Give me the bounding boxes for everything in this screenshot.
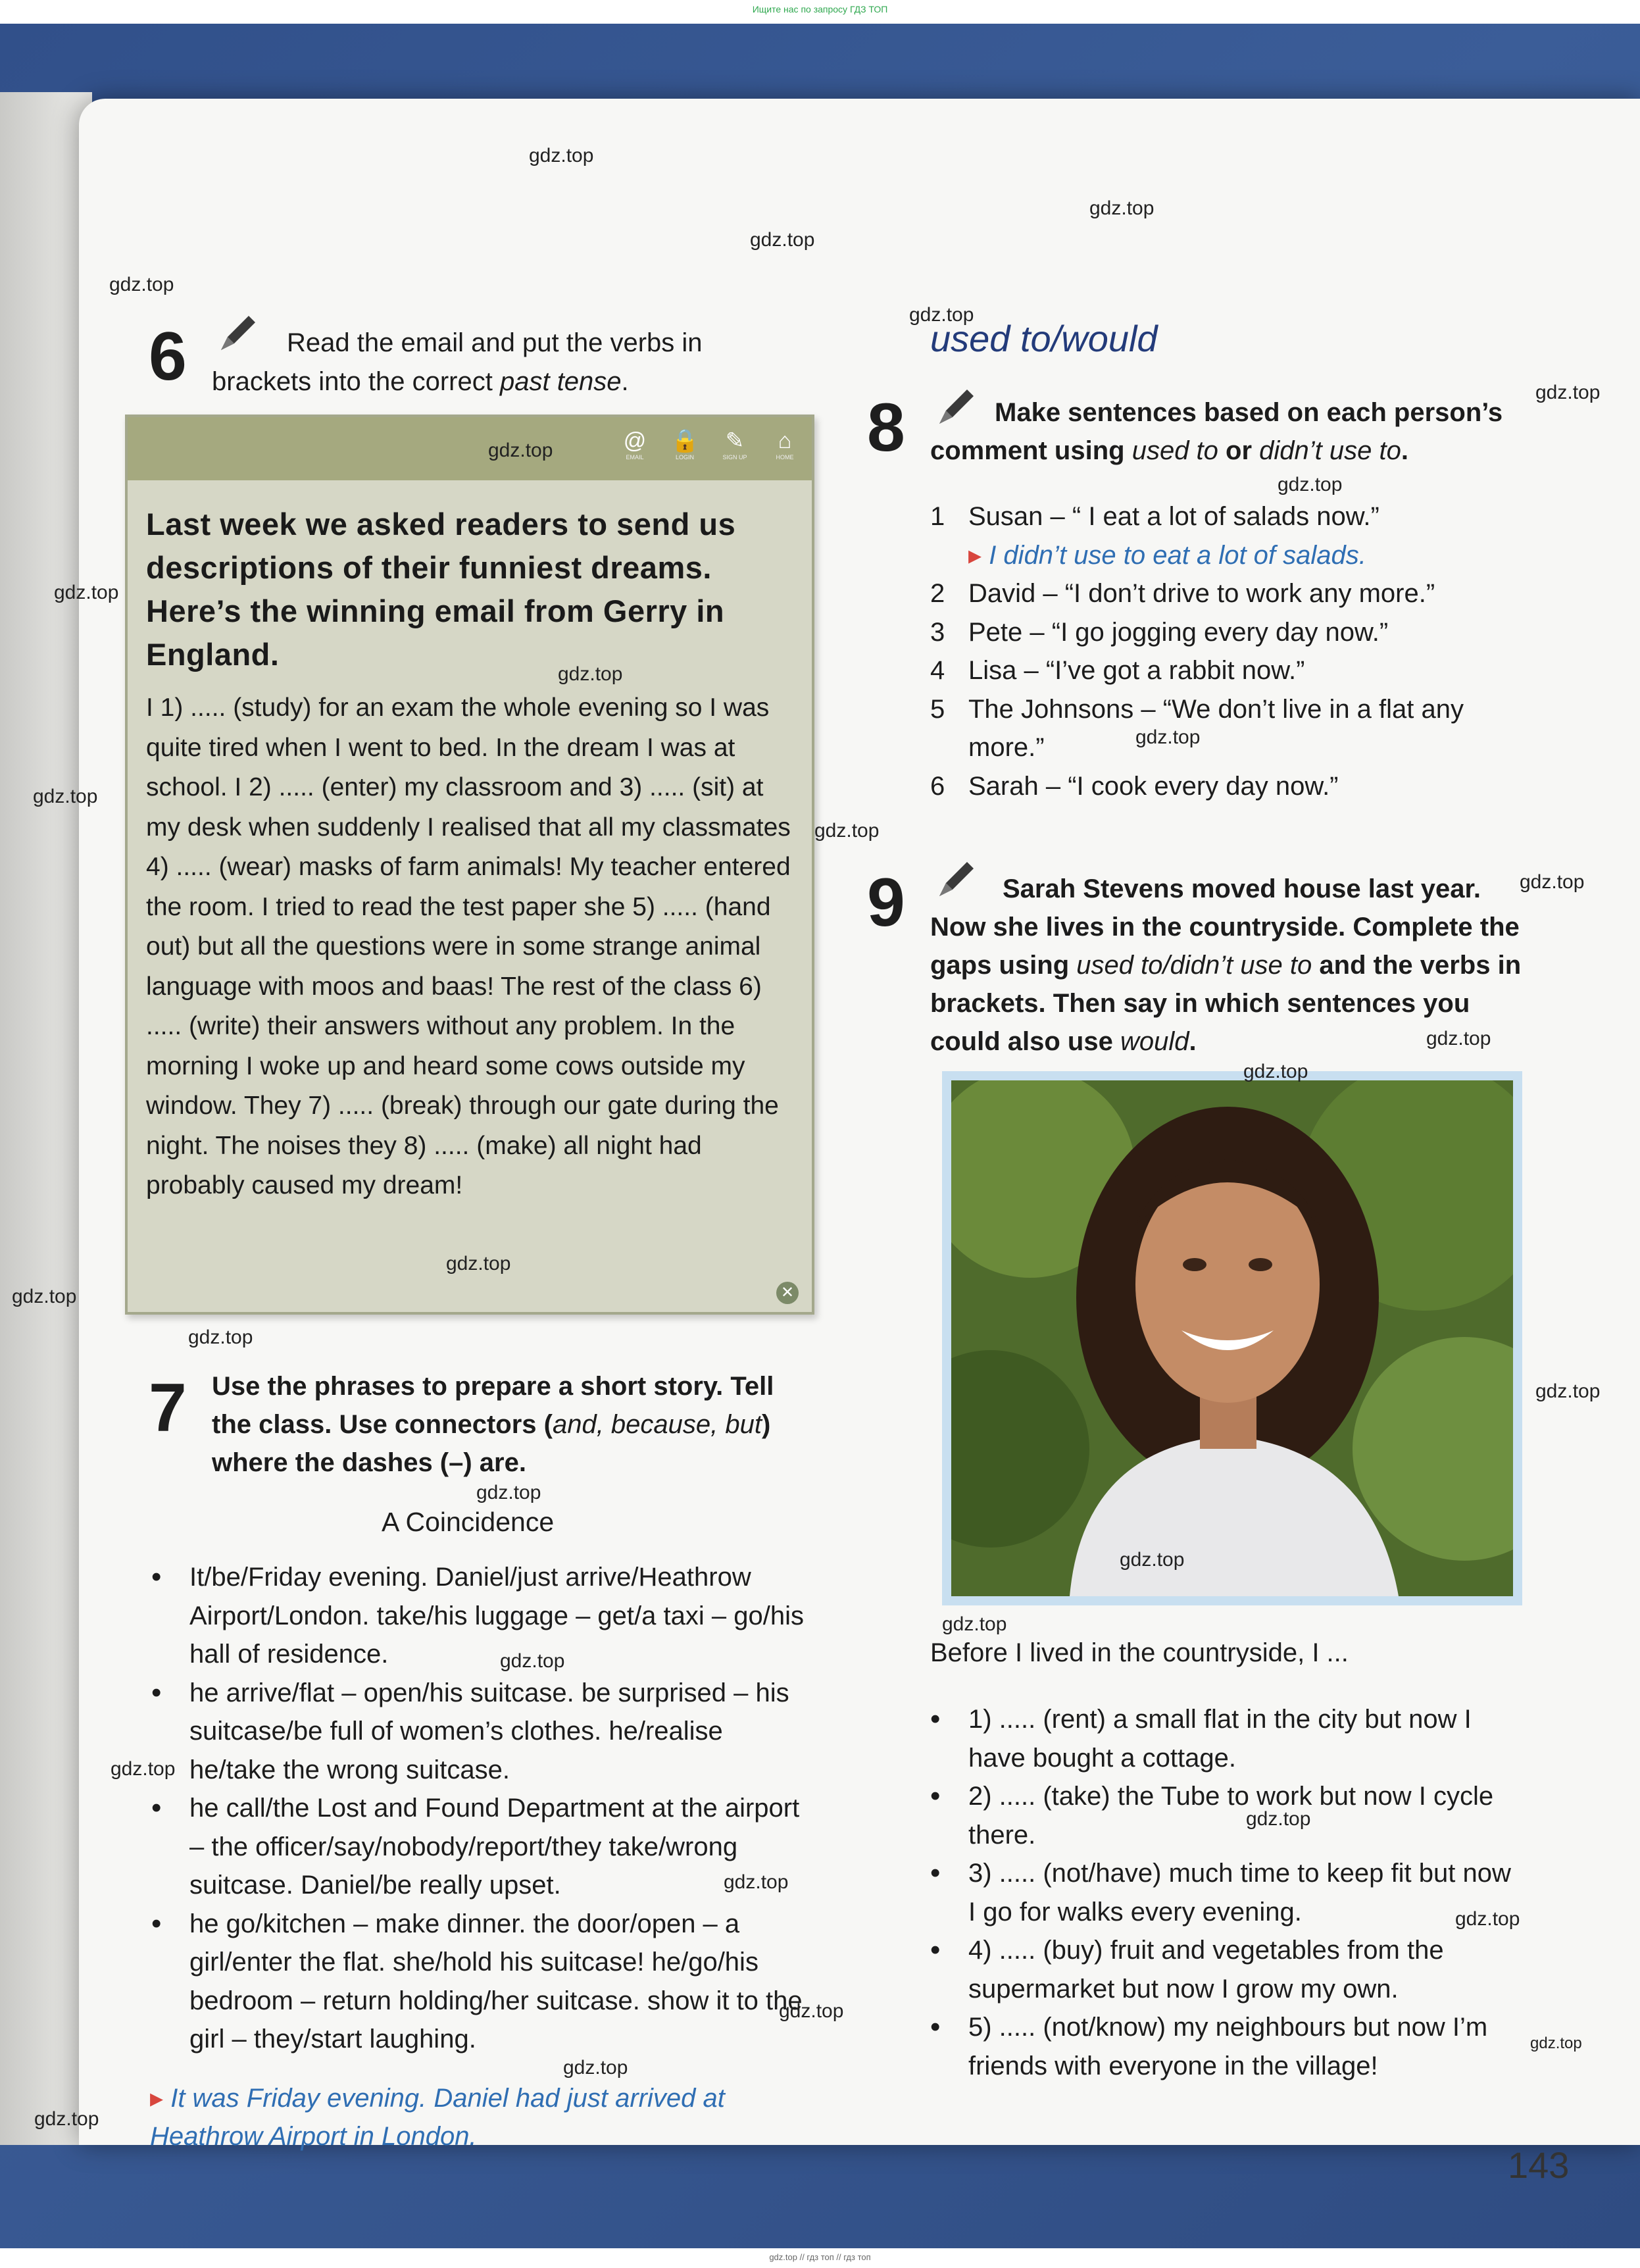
scan-bottom-note: gdz.top // гдз топ // гдз топ — [769, 2252, 871, 2262]
exercise-7-number: 7 — [149, 1370, 187, 1446]
exercise-7-instruction: Use the phrases to prepare a short story. Tell the class. Use connectors (and, because, but) where the dashes (–) are. — [212, 1372, 774, 1477]
watermark: gdz.top — [1243, 1061, 1308, 1082]
watermark: gdz.top — [446, 1253, 511, 1274]
list-item: 3 Pete – “I go jogging every day now.” — [930, 617, 1389, 647]
exercise-8-example: ▸ I didn’t use to eat a lot of salads. — [968, 540, 1366, 570]
list-item: • 2) ..... (take) the Tube to work but now I cycle there. — [930, 1780, 1494, 1850]
watermark: gdz.top — [1246, 1808, 1311, 1830]
watermark: gdz.top — [1135, 726, 1201, 748]
photo-smiling-woman — [942, 1071, 1522, 1605]
watermark: gdz.top — [33, 786, 98, 807]
watermark: gdz.top — [500, 1650, 565, 1672]
watermark: gdz.top — [909, 304, 974, 326]
close-icon[interactable]: ✕ — [776, 1282, 799, 1304]
watermark: gdz.top — [1426, 1028, 1491, 1049]
watermark: gdz.top — [111, 1758, 176, 1780]
list-item: 4 Lisa – “I’ve got a rabbit now.” — [930, 656, 1305, 685]
watermark: gdz.top — [1455, 1908, 1520, 1930]
watermark: gdz.top — [814, 820, 880, 842]
list-item: • he arrive/flat – open/his suitcase. be surprised – his suitcase/be full of women’s clothes. he/realise he/take the wrong suitcase. — [151, 1676, 789, 1784]
pencil-icon — [933, 384, 979, 430]
list-item: • he call/the Lost and Found Department at the airport – the officer/say/nobody/report/they take/wrong suitcase. Daniel/be really upset. — [151, 1792, 800, 1900]
list-item: • he go/kitchen – make dinner. the door/open – a girl/enter the flat. she/hold his suitcase! he/go/his bedroom – return holding/her suitcase. show it to the girl – they/start laughing. — [151, 1907, 803, 2054]
watermark: gdz.top — [1120, 1549, 1185, 1571]
watermark: gdz.top — [12, 1286, 77, 1307]
list-item: 1 Susan – “ I eat a lot of salads now.” — [930, 502, 1379, 531]
watermark: gdz.top — [942, 1613, 1007, 1635]
section-title: used to/would — [930, 318, 1158, 359]
portrait-illustration — [951, 1080, 1513, 1596]
scan-header — [0, 0, 1640, 24]
watermark: gdz.top — [558, 663, 623, 685]
list-item: • 5) ..... (not/know) my neighbours but now I’m friends with everyone in the village! — [930, 2011, 1488, 2080]
home-icon[interactable]: ⌂ HOME — [776, 428, 794, 461]
scan-top-note: Ищите нас по запросу ГДЗ ТОП — [752, 4, 888, 14]
watermark: gdz.top — [488, 440, 553, 461]
watermark: gdz.top — [54, 582, 119, 603]
email-card — [125, 415, 814, 1315]
exercise-6-instruction-line1: Read the email and put the verbs in — [287, 328, 703, 357]
list-item: 6 Sarah – “I cook every day now.” — [930, 771, 1339, 801]
watermark: gdz.top — [563, 2057, 628, 2079]
exercise-8-list — [930, 497, 1522, 805]
story-title: A Coincidence — [382, 1507, 555, 1537]
watermark: gdz.top — [188, 1326, 253, 1348]
email-icon[interactable]: @ EMAIL — [623, 428, 647, 461]
page-fold-shadow — [0, 92, 92, 2145]
exercise-9-instruction: Sarah Stevens moved house last year. Now she lives in the countryside. Complete the gaps using used to/didn’t use to and the verbs in brackets. Then say in which sentences you could also use would. — [930, 874, 1522, 1056]
list-item: 5 The Johnsons – “We don’t live in a flat any more.” — [930, 694, 1464, 762]
list-item: • It/be/Friday evening. Daniel/just arrive/Heathrow Airport/London. take/his luggage – get/a taxi – go/his hall of residence. — [151, 1561, 804, 1669]
watermark: gdz.top — [1278, 474, 1343, 495]
exercise-8-instruction-line2: comment using used to or didn’t use to. — [930, 436, 1408, 465]
exercise-8-instruction-line1: Make sentences based on each person’s — [995, 398, 1503, 427]
email-toolbar-icons — [621, 428, 799, 461]
exercise-7-bullets — [151, 1558, 809, 2059]
list-item: 2 David – “I don’t drive to work any more.” — [930, 579, 1435, 608]
watermark: gdz.top — [779, 2000, 844, 2022]
watermark: gdz.top — [109, 274, 174, 295]
exercise-7-example: ▸ It was Friday evening. Daniel had just arrived at Heathrow Airport in London. — [150, 2084, 725, 2151]
pencil-icon — [214, 311, 261, 357]
lock-icon[interactable]: 🔒 LOGIN — [671, 428, 699, 461]
email-content — [146, 503, 797, 1206]
exercise-9-number: 9 — [867, 865, 905, 941]
exercise-8-number: 8 — [867, 390, 905, 466]
watermark: gdz.top — [1535, 1380, 1601, 1402]
watermark: gdz.top — [34, 2108, 99, 2130]
watermark: gdz.top — [724, 1871, 789, 1893]
watermark: gdz.top — [529, 145, 594, 166]
page-number: 143 — [1508, 2144, 1570, 2186]
email-heading: Last week we asked readers to send us descriptions of their funniest dreams. Here’s the winning email from Gerry in England. — [146, 507, 736, 672]
watermark: gdz.top — [1530, 2034, 1582, 2052]
watermark: gdz.top — [750, 229, 815, 251]
list-item: • 4) ..... (buy) fruit and vegetables from the supermarket but now I grow my own. — [930, 1934, 1444, 2003]
scan-footer — [0, 2248, 1640, 2268]
exercise-6-instruction-line2: brackets into the correct past tense. — [212, 367, 629, 396]
watermark: gdz.top — [1535, 382, 1601, 403]
pencil-signup-icon[interactable]: ✎ SIGN UP — [722, 428, 747, 461]
list-item: • 1) ..... (rent) a small flat in the city but now I have bought a cottage. — [930, 1703, 1472, 1773]
list-item: • 3) ..... (not/have) much time to keep fit but now I go for walks every evening. — [930, 1857, 1511, 1927]
watermark: gdz.top — [1089, 197, 1155, 219]
watermark: gdz.top — [1520, 871, 1585, 893]
email-text: I 1) ..... (study) for an exam the whole evening so I was quite tired when I went to bed. In the dream I was at school. I 2) ..... (enter) my classroom and 3) ..... (sit) at my desk when suddenly I realised that all my classmates 4) ..... (wear) masks of farm animals! My teacher entered the room. I tried to read the test paper she 5) ..... (hand out) but all the questions were in some strange animal language with moos and baas! The rest of the class 6) ..... (write) their answers without any problem. In the morning I woke up and heard some cows outside my window. They 7) ..... (break) through our gate during the night. The noises they 8) ..... (make) all night had probably caused my dream! — [146, 693, 791, 1199]
exercise-6-number: 6 — [149, 318, 187, 395]
watermark: gdz.top — [476, 1482, 541, 1503]
exercise-9-bullets — [930, 1700, 1522, 2085]
exercise-9-lead: Before I lived in the countryside, I ... — [930, 1638, 1349, 1667]
